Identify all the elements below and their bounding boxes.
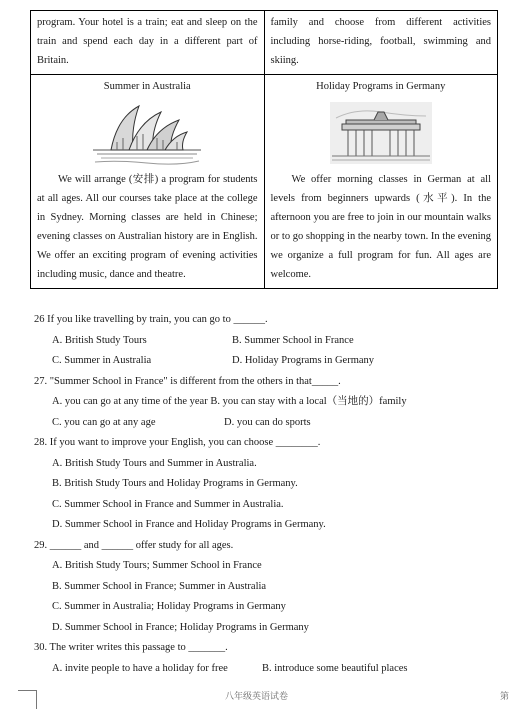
option-a: A. British Study Tours [52, 334, 147, 346]
question-26-options-ab [34, 331, 504, 352]
british-study-tours-cell [31, 11, 265, 75]
question-27-options-ab: A. you can go at any time of the year B. you can stay with a local（当地的）family [52, 396, 407, 407]
cell-text: We will arrange (安排) a program for students at all ages. All our courses take place at the college in Sydney. Morning classes are held in Chinese; evening classes on Australian history are in English. We offer an exciting program of evening activities including music, dance and theatre. [37, 174, 258, 280]
question-26-options-cd [34, 351, 504, 372]
footer-page-label: 第 [500, 692, 510, 702]
table-row [31, 75, 498, 289]
holiday-programs-germany-cell [264, 75, 498, 289]
option-d: D. Holiday Programs in Germany [232, 355, 375, 366]
programs-table [30, 10, 498, 289]
sydney-opera-house-sketch-icon [87, 98, 207, 168]
question-27-options-cd [34, 413, 504, 434]
summer-in-australia-cell [31, 75, 265, 289]
question-30-options-ab [34, 659, 504, 680]
option-d: D. Summer School in France; Holiday Programs in Germany [52, 621, 309, 633]
option-c: C. Summer School in France and Summer in Australia. [52, 498, 284, 510]
summer-school-france-cell [264, 11, 498, 75]
option-d: D. you can do sports [224, 416, 311, 428]
cell-title: Summer in Australia [103, 81, 191, 92]
option-b: B. British Study Tours and Holiday Programs in Germany. [52, 478, 298, 489]
brandenburg-gate-sketch-icon [326, 98, 436, 168]
option-b: B. introduce some beautiful places [262, 662, 408, 674]
cell-text: family and choose from different activities including horse-riding, football, swimming and skiing. [270, 17, 491, 66]
footer-title: 八年级英语试卷 [224, 692, 288, 702]
option-a: A. British Study Tours; Summer School in France [52, 560, 262, 571]
cell-text: We offer morning classes in German at all levels from beginners upwards (水平). In the afternoon you are free to join in our mountain walks or to go shopping in the nearby town. In the evening we organize a full program for fun. All ages are welcome. [270, 174, 491, 280]
table-row [31, 11, 498, 75]
question-29-stem: 29. ______ and ______ offer study for all ages. [34, 539, 234, 551]
option-c: C. you can go at any age [52, 416, 156, 428]
cell-text: program. Your hotel is a train; eat and sleep on the train and spend each day in a different part of Britain. [37, 17, 258, 66]
option-d: D. Summer School in France and Holiday Programs in Germany. [52, 519, 326, 530]
question-28-stem: 28. If you want to improve your English, you can choose ________. [34, 437, 321, 448]
cell-title: Holiday Programs in Germany [316, 81, 446, 92]
option-b: B. Summer School in France; Summer in Australia [52, 580, 267, 592]
option-c: C. Summer in Australia; Holiday Programs in Germany [52, 601, 286, 612]
option-c: C. Summer in Australia [52, 355, 152, 366]
questions-section [34, 310, 504, 679]
option-b: B. Summer School in France [232, 334, 354, 346]
question-27-stem: 27. "Summer School in France" is different from the others in that_____. [34, 375, 341, 387]
question-26-stem: 26 If you like travelling by train, you can go to ______. [34, 314, 268, 325]
option-a: A. British Study Tours and Summer in Australia. [52, 457, 257, 469]
option-a: A. invite people to have a holiday for free [52, 662, 228, 674]
question-30-stem: 30. The writer writes this passage to _______. [34, 642, 228, 653]
